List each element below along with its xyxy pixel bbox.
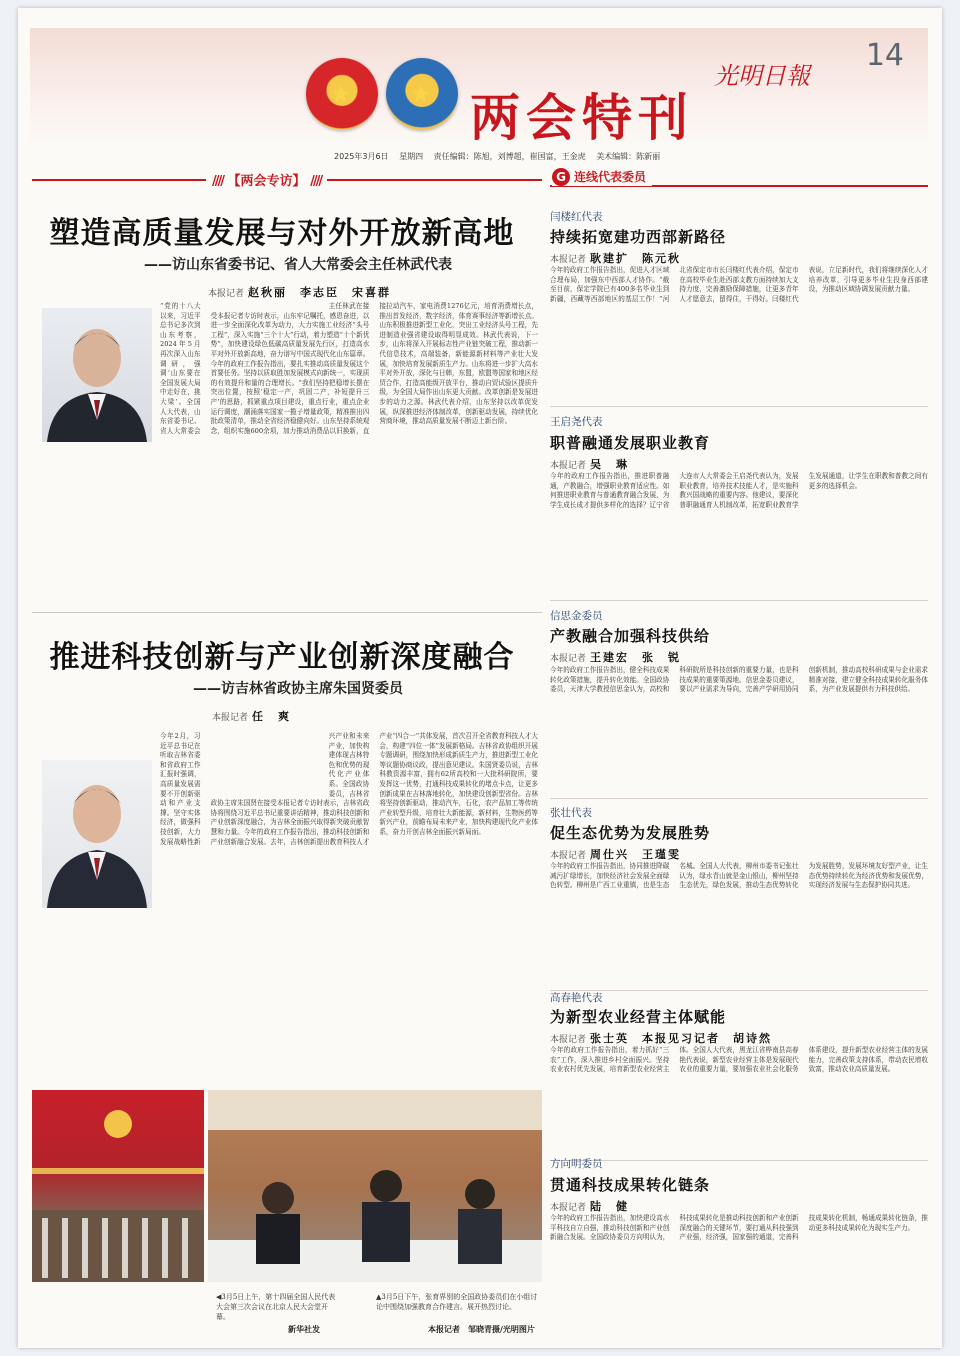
item3-body: 今年的政府工作报告指出，健全科技成果转化政策措施，提升转化效能。全国政协委员，天津大学教授信思金认为，高校和科研院所是科技创新的重要力量，也是科技成果的重要策源地。信思金委员建议，要以产业需求为导向，完善产学研用协同创新机制，推动高校科研成果与企业需求精准对接，建立健全科技成果转化服务体系，为产业发展提供有力科技供给。 bbox=[550, 666, 928, 694]
photo2-caption: ▲3月5日下午，张育界别的全国政协委员们在小组讨论中围绕加强教育合作建言。展开热烈讨论。 bbox=[376, 1293, 538, 1311]
newspaper-brand: 光明日報 bbox=[714, 62, 810, 90]
item4-body: 今年的政府工作报告指出，协同推进降碳减污扩绿增长，加快经济社会发展全面绿色转型。柳州是广西工业重镇，也是生态名城。全国人大代表，柳州市委书记张壮认为，绿水青山就是金山银山，柳州坚持生态优先，绿色发展，推动生态优势转化为发展胜势，发展环境友好型产业，让生态优势持续转化为经济优势和发展优势，实现经济发展与生态保护协同共进。 bbox=[550, 862, 928, 890]
article1-headline: 塑造高质量发展与对外开放新高地 bbox=[49, 216, 515, 251]
item1-byline: 本报记者 耿建扩 陈元秋 bbox=[550, 252, 682, 265]
divider bbox=[550, 406, 928, 407]
item2-name: 王启尧代表 bbox=[550, 416, 603, 428]
article2-byline: 本报记者 任 爽 bbox=[212, 710, 292, 723]
item3-name: 信思金委员 bbox=[550, 610, 603, 622]
divider bbox=[550, 1160, 928, 1161]
item4-byline: 本报记者 周仕兴 王瑾雯 bbox=[550, 848, 682, 861]
item5-name: 高春艳代表 bbox=[550, 992, 603, 1004]
item5-title: 为新型农业经营主体赋能 bbox=[550, 1008, 727, 1026]
article2-body: 今年2月，习近平总书记在听取吉林省委和省政府工作汇报时强调，高质量发展需要不开创新驱动和产业支撑。坚守实体经济，做强科技创新，大力发展战略性新兴产业和未来产业，加快构建体现吉林特色和优势的现代化产业体系。全国政协委员，吉林省政协主席朱国贤在接受本报记者专访时表示，吉林省政协将围绕习近平总书记重要讲话精神，推动科技创新和产业创新深度融合，为吉林全面振兴取得新突破贡献智慧和力量。今年的政府工作报告指出，推动科技创新和产业创新融合发展。去年，吉林创新提出教育科技人才产业“四合一”共体发展，首次召开全省教育科技人才大会，构建“四位一体”发展新格局。吉林省政协组织开展专题调研，围绕加快形成新质生产力，推进新型工业化等议题协商议政，提出意见建议。朱国贤委员说，吉林科教资源丰富，拥有62所高校和一大批科研院所，要发挥这一优势，打通科技成果转化的堵点卡点，让更多创新成果在吉林落地转化，加快建设创新型省份。吉林将坚持创新驱动，推动汽车，石化，农产品加工等传统产业转型升级，培育壮大新能源，新材料，生物医药等新兴产业，前瞻布局未来产业，加快构建现代化产业体系，奋力开创吉林全面振兴新局面。 bbox=[160, 732, 538, 846]
divider bbox=[550, 600, 928, 601]
divider bbox=[32, 612, 542, 613]
item6-title: 贯通科技成果转化链条 bbox=[550, 1176, 711, 1194]
page-number: 14 bbox=[865, 38, 904, 73]
article2-subhead: ——访吉林省政协主席朱国贤委员 bbox=[193, 681, 403, 697]
divider bbox=[550, 798, 928, 799]
item6-byline: 本报记者 陆 健 bbox=[550, 1200, 630, 1213]
item6-name: 方向明委员 bbox=[550, 1158, 603, 1170]
photo1-credit: 新华社发 bbox=[288, 1325, 320, 1334]
item2-body: 今年的政府工作报告指出，推进职普融通，产教融合，增强职业教育适应性。如何推进职业教育与普通教育融合发展，为学生成长成才提供多样化的选择？辽宁省大连市人大常委会王启尧代表认为，发展职业教育，培养技术技能人才，是实施科教兴国战略的重要内容。他建议，要深化普职融通育人机制改革，拓宽职业教育学生发展通道，让学生在职教和普教之间有更多的选择机会。 bbox=[550, 472, 928, 509]
photo-group-discussion bbox=[208, 1090, 542, 1282]
item3-byline: 本报记者 王建宏 张 锐 bbox=[550, 651, 682, 664]
item4-title: 促生态优势为发展胜势 bbox=[550, 824, 711, 842]
item1-title: 持续拓宽建功西部新路径 bbox=[550, 228, 727, 246]
cppcc-emblem-icon: ★ bbox=[386, 58, 458, 130]
item1-name: 闫楼红代表 bbox=[550, 211, 603, 223]
photo-great-hall-opening bbox=[32, 1090, 204, 1282]
divider bbox=[550, 990, 928, 991]
photo1-caption: ◀3月5日上午，第十四届全国人民代表大会第三次会议在北京人民大会堂开幕。 bbox=[216, 1293, 336, 1321]
item2-title: 职普融通发展职业教育 bbox=[550, 434, 711, 452]
section-tag-right: G 连线代表委员 bbox=[552, 168, 652, 186]
group-discussion-scene bbox=[208, 1090, 542, 1282]
guangming-logo-icon: G bbox=[552, 168, 570, 186]
national-emblem-icon: ★ bbox=[306, 58, 378, 130]
article1-subhead: ——访山东省委书记、省人大常委会主任林武代表 bbox=[144, 257, 452, 273]
item2-byline: 本报记者 吴 琳 bbox=[550, 458, 630, 471]
item3-title: 产教融合加强科技供给 bbox=[550, 627, 711, 645]
dateline: 2025年3月6日 星期四 责任编辑：陈旭，刘博超，崔国富，王金虎 美术编辑：陈新丽 bbox=[334, 152, 661, 161]
item6-body: 今年的政府工作报告指出，加快建设高水平科技自立自强，推动科技创新和产业创新融合发展。全国政协委员方向明认为，科技成果转化是推动科技创新和产业创新深度融合的关键环节，要打通从科技强到产业强，经济强，国家强的通道，完善科技成果转化机制，畅通成果转化链条，推动更多科技成果转化为现实生产力。 bbox=[550, 1214, 928, 1242]
page-title: 两会特刊 bbox=[470, 89, 694, 146]
item5-body: 今年的政府工作报告指出，着力抓好“三农”工作，深入推进乡村全面振兴。坚持农业农村优先发展，培育新型农业经营主体。全国人大代表，黑龙江省桦南县高春艳代表说，新型农业经营主体是发展现代农业的重要力量，要加强农业社会化服务体系建设，提升新型农业经营主体的发展能力，完善政策支持体系，带动农民增收致富，推动农业高质量发展。 bbox=[550, 1046, 928, 1074]
item1-body: 今年的政府工作报告指出，促进人才区域合理布局，加强东中西部人才协作。“截至目前，保定学院已有400多名毕业生到新疆，西藏等西部地区的基层工作！”河北省保定市市长闫楼红代表介绍，保定市在高校毕业生赴西部支教方面持续加大支持力度，完善激励保障措施，让更多青年人才愿意去，留得住，干得好。闫楼红代表说，立足新时代，我们将继续深化人才培养改革，引导更多毕业生投身西部建设，为推动区域协调发展贡献力量。 bbox=[550, 266, 928, 303]
article1-byline: 本报记者 赵秋丽 李志臣 宋喜群 bbox=[208, 286, 392, 299]
great-hall-scene bbox=[32, 1090, 204, 1282]
newspaper-page bbox=[18, 8, 942, 1348]
section-tag-left: //// 【两会专访】 //// bbox=[206, 170, 327, 189]
masthead bbox=[30, 28, 928, 146]
photo2-credit: 本报记者 邹晓青摄/光明图片 bbox=[428, 1325, 535, 1334]
item5-byline: 本报记者 张士英 本报见习记者 胡诗然 bbox=[550, 1032, 773, 1045]
item4-name: 张壮代表 bbox=[550, 807, 592, 819]
article2-headline: 推进科技创新与产业创新深度融合 bbox=[49, 640, 515, 675]
article1-body: “党的十八大以来，习近平总书记多次到山东考察，2024年5月再次深入山东调研，强调‘山东要在全国发展大局中走好在，挑大梁’。全国人大代表，山东省委书记、省人大常委会主任林武在接受本报记者专访时表示，山东牢记嘱托，感恩奋进，以进一步全面深化改革为动力，大力实施工业经济“头号工程”，深入实施“三个十大”行动，着力塑造“十个新优势”，加快建设绿色低碳高质量发展先行区，打造高水平对外开放新高地，奋力谱写中国式现代化山东篇章。今年的政府工作报告指出，要扎实推动高质量发展这个首要任务。坚持以质取胜加发展模式向新统一，实现质的有效提升和量的合理增长。“我们坚持把稳增长摆在突出位置，按照‘稳定一产，巩固二产，补短提升三产’的思路，抓紧重点项目建设，重点行业，重点企业运行调度，潮涌落实国家一揽子增量政策，精准推出四批政策清单，推动全省经济稳健向好。山东坚持系统观念，组织实施600余项，加力推动消费品以旧换新，直接拉动汽车，家电消费1276亿元，培育消费增长点，推出首发经济，数字经济，体育赛事经济等新增长点。山东积极推进新型工业化，突出工业经济头号工程，先进制造业强省建设取得明显成效。林武代表说，下一步，山东将深入开展标志性产业链突破工程，推动新一代信息技术，高端装备，新能源新材料等产业壮大发展，加快培育发展新质生产力。山东将进一步扩大高水平对外开放，深化与日韩，东盟，欧盟等国家和地区经贸合作，打造高能级开放平台，推动自贸试验区提质升级，为全国大局作出山东更大贡献。改革创新是发展进步的动力之源。林武代表介绍，山东坚持以改革促发展，纵深推进经济体制改革，创新驱动发展，持续优化营商环境，推动高质量发展不断迈上新台阶。 bbox=[160, 302, 538, 435]
